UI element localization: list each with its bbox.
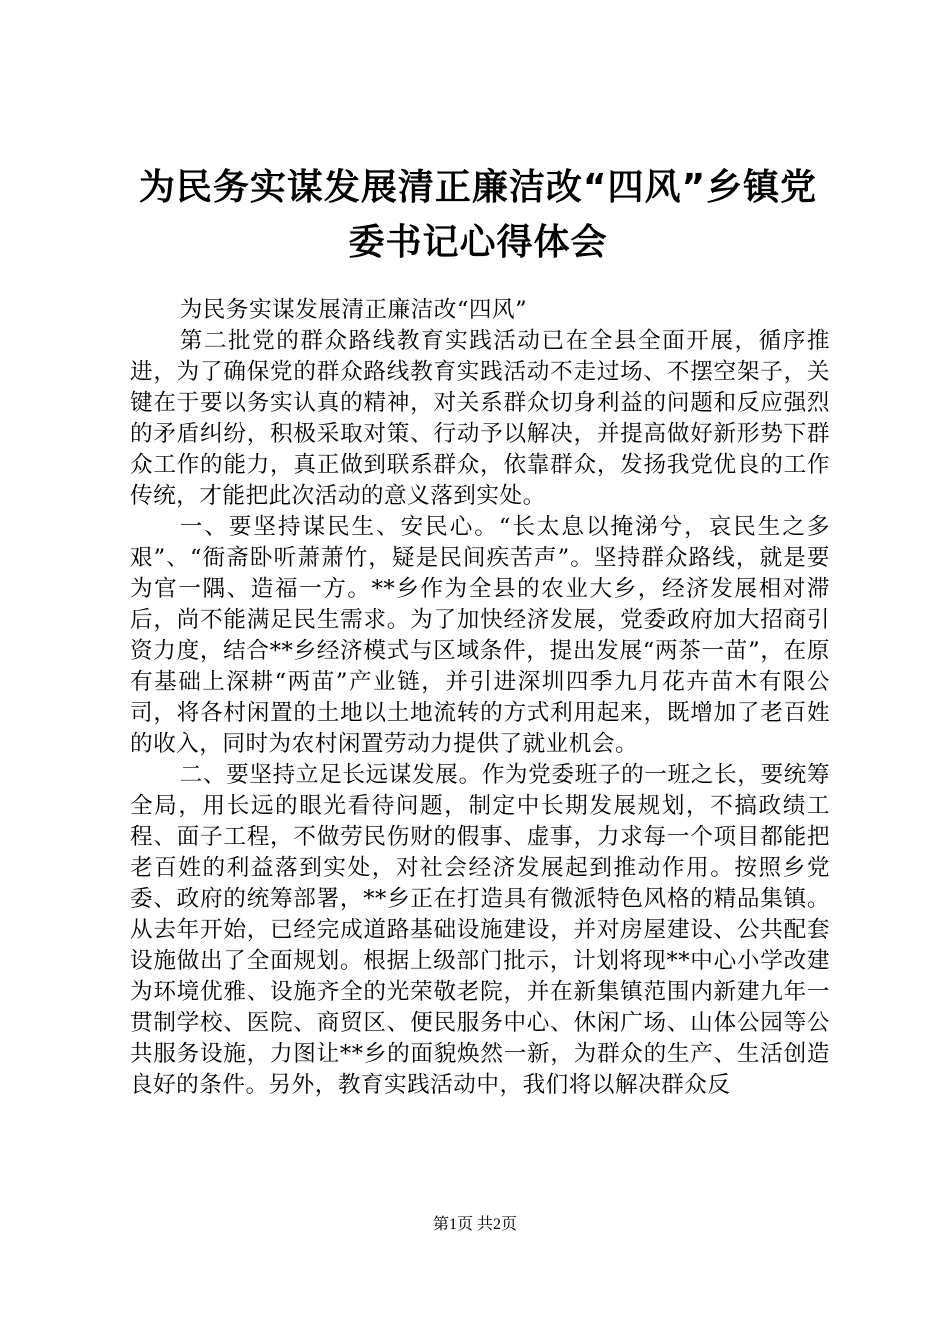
paragraph-section-2: 二、要坚持立足长远谋发展。作为党委班子的一班之长，要统筹全局，用长远的眼光看待问题，制定中长期发展规划，不搞政绩工程、面子工程，不做劳民伤财的假事、虚事，力求每一个项目都能把老百姓的利益落到实处，对社会经济发展起到推动作用。按照乡党委、政府的统筹部署，**乡正在打造具有微派特色风格的精品集镇。从去年开始，已经完成道路基础设施建设，并对房屋建设、公共配套设施做出了全面规划。根据上级部门批示，计划将现**中心小学改建为环境优雅、设施齐全的光荣敬老院，并在新集镇范围内新建九年一贯制学校、医院、商贸区、便民服务中心、休闲广场、山体公园等公共服务设施，力图让**乡的面貌焕然一新，为群众的生产、生活创造良好的条件。另外，教育实践活动中，我们将以解决群众反 <box>130 762 830 1098</box>
page-number-footer: 第1页 共2页 <box>432 1216 517 1233</box>
paragraph-section-1: 一、要坚持谋民生、安民心。“长太息以掩涕兮，哀民生之多艰”、“衙斋卧听萧萧竹，疑是民间疾苦声”。坚持群众路线，就是要为官一隅、造福一方。**乡作为全县的农业大乡，经济发展相对滞后，尚不能满足民生需求。为了加快经济发展，党委政府加大招商引资力度，结合**乡经济模式与区域条件，提出发展“两茶一苗”，在原有基础上深耕“两苗”产业链，并引进深圳四季九月花卉苗木有限公司，将各村闲置的土地以土地流转的方式利用起来，既增加了老百姓的收入，同时为农村闲置劳动力提供了就业机会。 <box>130 514 830 757</box>
document-subtitle: 为民务实谋发展清正廉洁改“四风” <box>179 297 528 323</box>
document-body <box>130 295 830 1101</box>
document-title: 为民务实谋发展清正廉洁改“四风”乡镇党委书记心得体会 <box>138 167 818 263</box>
paragraph-intro: 第二批党的群众路线教育实践活动已在全县全面开展，循序推进，为了确保党的群众路线教育实践活动不走过场、不摆空架子，关键在于要以务实认真的精神，对关系群众切身利益的问题和反应强烈的矛盾纠纷，积极采取对策、行动予以解决，并提高做好新形势下群众工作的能力，真正做到联系群众，依靠群众，发扬我党优良的工作传统，才能把此次活动的意义落到实处。 <box>130 328 830 509</box>
